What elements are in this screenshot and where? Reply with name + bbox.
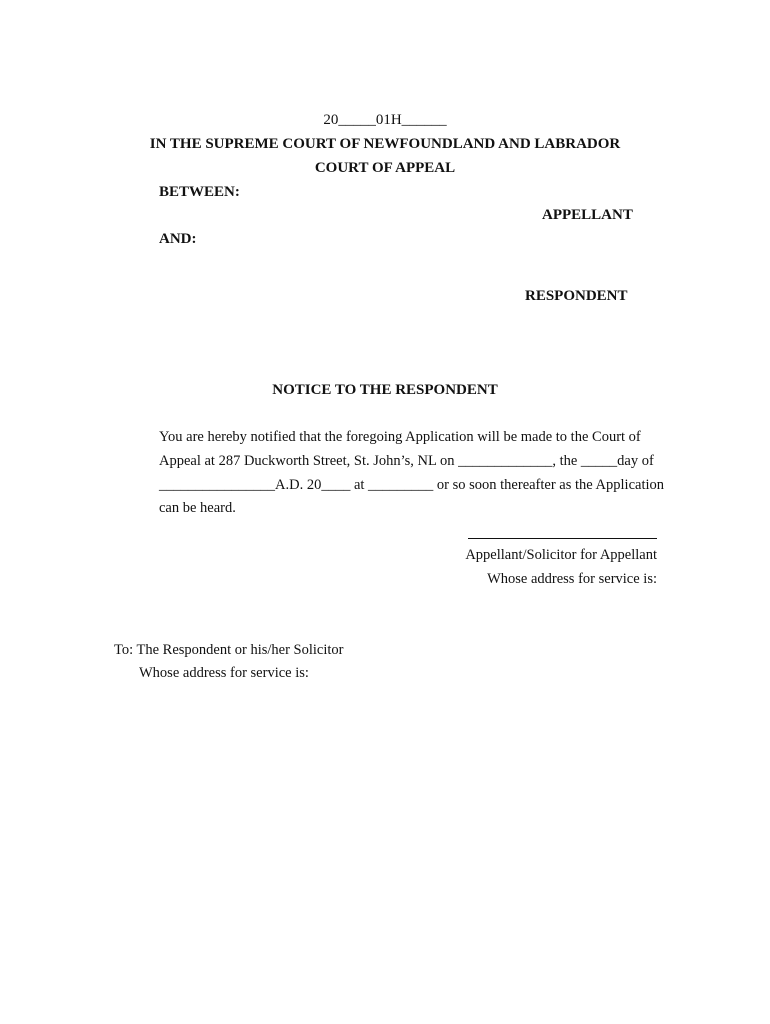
body-line-3: ________________A.D. 20____ at _________ or so soon thereafter as the Application	[159, 477, 665, 493]
appellant-label: APPELLANT	[542, 207, 633, 223]
body-line-4: can be heard.	[159, 500, 236, 516]
respondent-label: RESPONDENT	[525, 288, 628, 304]
court-division: COURT OF APPEAL	[314, 160, 456, 176]
notice-heading: NOTICE TO THE RESPONDENT	[272, 382, 498, 398]
signature-caption: Appellant/Solicitor for Appellant	[465, 547, 657, 563]
between-label: BETWEEN:	[159, 184, 240, 200]
to-line: To: The Respondent or his/her Solicitor	[114, 642, 344, 658]
court-title: IN THE SUPREME COURT OF NEWFOUNDLAND AND LABRADOR	[149, 136, 621, 152]
to-address: Whose address for service is:	[139, 665, 309, 681]
body-line-1: You are hereby notified that the foregoing Application will be made to the Court of	[159, 429, 641, 445]
body-line-2: Appeal at 287 Duckworth Street, St. John’s, NL on _____________, the _____day of	[159, 453, 654, 469]
and-label: AND:	[159, 231, 197, 247]
signature-address: Whose address for service is:	[487, 571, 657, 587]
signature-line	[468, 538, 657, 539]
file-number: 20_____01H______	[323, 112, 447, 128]
